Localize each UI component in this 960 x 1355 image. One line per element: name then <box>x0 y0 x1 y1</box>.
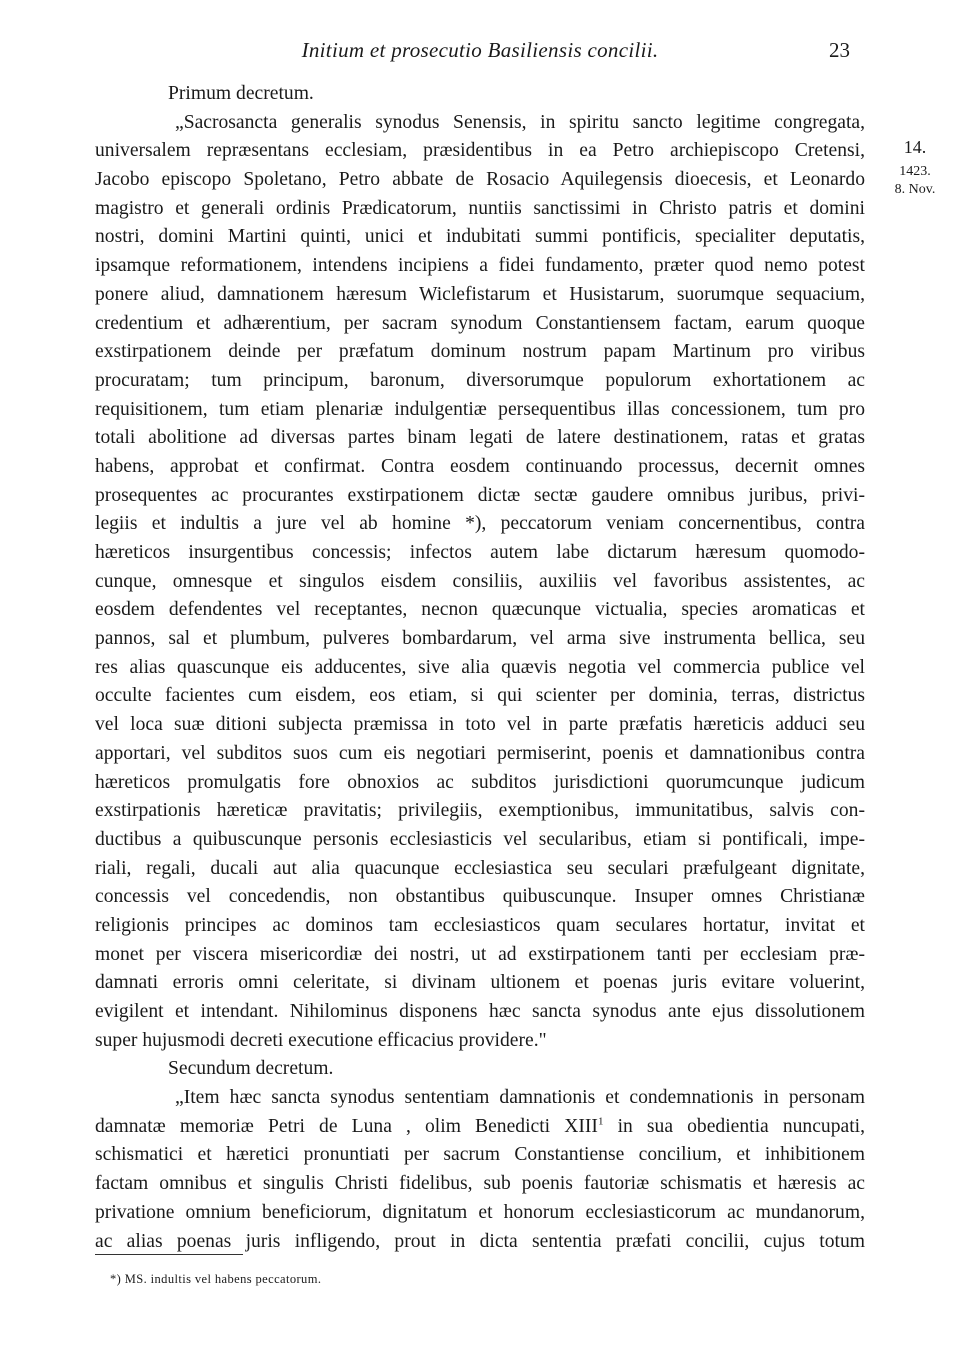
text-line: hæreticos insurgentibus concessis; infectos autem labe dictarum hæresum quomodo- <box>95 542 865 563</box>
text-line: pannos, sal et plumbum, pulveres bombardarum, vel arma sive instrumenta bellica, seu <box>95 628 865 650</box>
text-line: riali, regali, ducali aut alia quacunque ecclesiastica seu seculari præfulgeant dignitate, <box>95 857 865 879</box>
text-line: exstirpationis hæreticæ pravitatis; privilegiis, exemptionibus, immunitatibus, salvis con- <box>95 800 865 822</box>
text-line: procuratam; tum principum, baronum, diversorumque populorum exhortationem ac <box>95 369 865 391</box>
superscript-marker: 1 <box>597 1115 604 1128</box>
text-line: nostri, domini Martini quinti, unici et indubitati summi pontificis, specialiter deputatis, <box>95 226 865 248</box>
text-line: hæreticos promulgatis fore obnoxios ac subditos jurisdictioni quorumcunque judicum <box>95 771 865 793</box>
text-line: legiis et indultis a jure vel ab homine *), peccatorum veniam concernentibus, contra <box>95 513 865 535</box>
text-line: habens, approbat et confirmat. Contra eosdem continuando processus, decernit omnes <box>95 455 865 477</box>
footnote: *) MS. indultis vel habens peccatorum. <box>110 1272 322 1286</box>
text-line: super hujusmodi decreti executione efficacius providere." <box>95 1029 547 1051</box>
text-line: res alias quascunque eis adducentes, sive alia quævis negotia vel commercia publice vel <box>95 656 865 678</box>
text-line: religionis principes ac dominos tam ecclesiasticos quam seculares hortatur, invitat et <box>95 914 865 936</box>
text-line: occulte facientes cum eisdem, eos etiam, si qui scienter per dominia, terras, districtus <box>95 685 865 707</box>
text-line: Jacobo episcopo Spoletano, Petro abbate de Rosacio Aquilegensis dioecesis, et Leonardo <box>95 169 865 191</box>
text-line: prosequentes ac procurantes exstirpationem dictæ sectæ gaudere omnibus juribus, privi- <box>95 484 865 506</box>
text-line: „Item hæc sancta synodus sententiam damnationis et condemnationis in personam <box>175 1087 865 1109</box>
text-line: vel loca suæ ditioni subjecta præmissa in toto vel in parte præfatis hæreticis adduci seu <box>95 714 865 736</box>
text-line: evigilent et intendant. Nihilominus disponens hæc sancta synodus ante ejus dissolutionem <box>95 1001 865 1022</box>
text-line: universalem repræsentans ecclesiam, præsidentibus in ea Petro archiepiscopo Cretensi, <box>95 140 865 162</box>
footnote-divider <box>95 1254 243 1255</box>
text-line: eosdem defendentes vel receptantes, necnon quæcunque victualia, species aromaticas et <box>95 599 865 621</box>
text-line: damnati erroris omni celeritate, si divinam ultionem et poenas juris evitare voluerint, <box>95 972 865 994</box>
running-title: Initium et prosecutio Basiliensis concilii. <box>301 38 659 62</box>
section-heading-secundum: Secundum decretum. <box>168 1058 334 1080</box>
text-line: magistro et generali ordinis Prædicatorum, nuntiis sanctissimi in Christo patris et domini <box>95 197 865 219</box>
text-line: ipsamque reformationem, intendens incipiens a fidei fundamento, præter quod nemo potest <box>95 255 865 277</box>
text-line: schismatici et hæretici pronuntiati per sacrum Constantiense concilium, et inhibitionem <box>95 1144 865 1166</box>
text-line: credentium et adhærentium, per sacram synodum Constantiensem factam, earum quoque <box>95 312 865 334</box>
text-line: ponere aliud, damnationem hæresum Wiclefistarum et Husistarum, suorumque sequacium, <box>95 283 865 305</box>
text-line: factam omnibus et singulis Christi fidelibus, sub poenis fautoriæ schismatis et hæresis ac <box>95 1173 865 1195</box>
margin-note-date: 8. Nov. <box>894 182 936 197</box>
main-text <box>95 80 865 1256</box>
text-line-with-superscript <box>95 1113 865 1142</box>
text-line: ductibus a quibuscunque personis ecclesiasticis vel secularibus, etiam si pontificali, impe- <box>95 828 865 850</box>
text-line: concessis vel concedendis, non obstantibus quibuscunque. Insuper omnes Christianæ <box>95 886 865 908</box>
margin-note-year: 1423. <box>899 164 931 179</box>
text-line: privatione omnium beneficiorum, dignitatum et honorum ecclesiasticorum ac mundanorum, <box>95 1201 865 1223</box>
page-number: 23 <box>829 38 850 62</box>
text-line: monet per viscera misericordiæ dei nostri, ut ad exstirpationem tanti per ecclesiam præ- <box>95 943 865 965</box>
text-line: requisitionem, tum etiam plenariæ indulgentiæ persequentibus illas concessionem, tum pro <box>95 398 865 420</box>
text-line: „Sacrosancta generalis synodus Senensis, in spiritu sancto legitime congregata, <box>175 111 865 133</box>
text-segment: in sua obedientia nuncupati, <box>617 1115 865 1137</box>
text-line: cunque, omnesque et singulos eisdem consiliis, auxiliis vel favoribus assistentes, ac <box>95 570 865 592</box>
text-line: exstirpationem deinde per præfatum dominum nostrum papam Martinum pro viribus <box>95 341 865 363</box>
section-heading-primum: Primum decretum. <box>168 83 314 104</box>
text-segment: damnatæ memoriæ Petri de Luna , olim Benedicti XIII <box>95 1115 598 1137</box>
text-line: apportari, vel subditos suos cum eis negotiari permiserint, poenis et damnationibus contra <box>95 742 865 764</box>
text-line: totali abolitione ad diversas partes binam legati de latere destinationem, ratas et gratas <box>95 427 865 449</box>
text-line: ac alias poenas juris infligendo, prout in dicta sententia præfati concilii, cujus totum <box>95 1230 865 1252</box>
margin-note-number: 14. <box>903 137 927 157</box>
